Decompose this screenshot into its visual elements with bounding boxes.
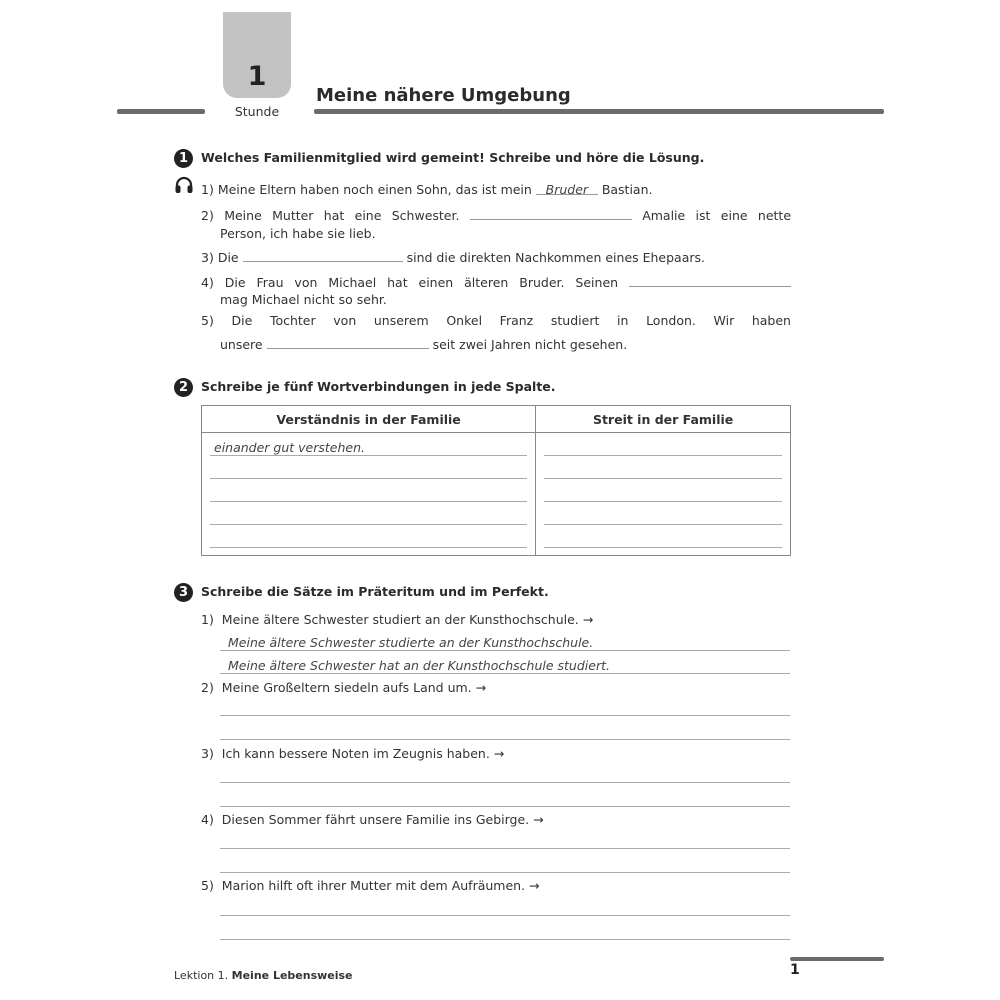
exercise-2-heading bbox=[174, 378, 556, 397]
word-combination-table bbox=[201, 405, 791, 556]
writing-line[interactable] bbox=[220, 715, 790, 716]
column-header: Verständnis in der Familie bbox=[202, 406, 536, 433]
writing-line[interactable] bbox=[220, 782, 790, 783]
footer-lesson-title: Meine Lebensweise bbox=[231, 969, 353, 982]
exercise-1-heading bbox=[174, 149, 704, 168]
ex1-item-4-cont: mag Michael nicht so sehr. bbox=[220, 292, 387, 307]
page-number: 1 bbox=[790, 962, 800, 978]
item-text: Marion hilft oft ihrer Mutter mit dem Aufräumen. → bbox=[221, 878, 540, 893]
headphones-icon[interactable] bbox=[174, 176, 194, 194]
writing-line[interactable] bbox=[220, 939, 790, 940]
writing-line[interactable] bbox=[544, 524, 782, 525]
example-answer: einander gut verstehen. bbox=[214, 440, 365, 455]
answer-field[interactable] bbox=[536, 182, 598, 195]
answer-field[interactable] bbox=[267, 336, 429, 349]
answer-perfekt: Meine ältere Schwester hat an der Kunsthochschule studiert. bbox=[228, 658, 610, 673]
writing-line[interactable] bbox=[220, 848, 790, 849]
ex1-item-2 bbox=[201, 207, 791, 223]
writing-line[interactable] bbox=[210, 478, 527, 479]
answer-field[interactable] bbox=[629, 274, 791, 287]
writing-line[interactable] bbox=[220, 650, 790, 651]
item-number: 5) bbox=[201, 313, 214, 328]
writing-line[interactable] bbox=[544, 455, 782, 456]
writing-line[interactable] bbox=[210, 524, 527, 525]
ex1-item-5 bbox=[201, 313, 791, 328]
exercise-1-instruction: Welches Familienmitglied wird gemeint! Schreibe und höre die Lösung. bbox=[201, 150, 705, 165]
item-number: 2) bbox=[201, 680, 214, 695]
ex3-item-2 bbox=[201, 680, 486, 695]
lesson-label: Stunde bbox=[234, 104, 280, 119]
ex1-item-5-cont bbox=[220, 336, 627, 352]
item-number: 4) bbox=[201, 812, 214, 827]
answer-text: Bruder bbox=[545, 182, 589, 197]
column-header: Streit in der Familie bbox=[536, 406, 791, 433]
item-text: Meine Eltern haben noch einen Sohn, das ist mein bbox=[217, 182, 532, 197]
header-rule-right bbox=[314, 109, 884, 114]
ex1-item-1 bbox=[201, 182, 653, 197]
exercise-3-heading bbox=[174, 583, 549, 602]
item-number: 4) bbox=[201, 275, 214, 290]
item-text: Die Frau von Michael hat einen älteren Bruder. Seinen bbox=[224, 275, 619, 290]
writing-line[interactable] bbox=[220, 806, 790, 807]
item-text: Meine Mutter hat eine Schwester. bbox=[224, 208, 460, 223]
writing-line[interactable] bbox=[544, 547, 782, 548]
ex1-item-3 bbox=[201, 249, 705, 265]
ex3-item-5 bbox=[201, 878, 540, 893]
writing-line[interactable] bbox=[544, 501, 782, 502]
ex3-item-4 bbox=[201, 812, 544, 827]
item-text: Meine ältere Schwester studiert an der Kunsthochschule. → bbox=[221, 612, 594, 627]
ex1-item-4 bbox=[201, 274, 791, 290]
lesson-tab bbox=[223, 12, 291, 98]
ex3-item-1 bbox=[201, 612, 593, 627]
writing-line[interactable] bbox=[544, 478, 782, 479]
item-text: Bastian. bbox=[601, 182, 653, 197]
item-text: sind die direkten Nachkommen eines Ehepaars. bbox=[406, 250, 706, 265]
footer-lesson bbox=[174, 969, 353, 982]
lesson-number: 1 bbox=[247, 61, 267, 92]
writing-line[interactable] bbox=[220, 739, 790, 740]
item-number: 3) bbox=[201, 250, 214, 265]
item-text: Ich kann bessere Noten im Zeugnis haben. → bbox=[221, 746, 505, 761]
item-number: 1) bbox=[201, 182, 214, 197]
item-text: Meine Großeltern siedeln aufs Land um. → bbox=[221, 680, 487, 695]
ex3-item-3 bbox=[201, 746, 504, 761]
item-text: Die bbox=[217, 250, 239, 265]
item-text: Amalie ist eine nette bbox=[642, 208, 792, 223]
writing-line[interactable] bbox=[210, 501, 527, 502]
item-number: 2) bbox=[201, 208, 214, 223]
exercise-2-instruction: Schreibe je fünf Wortverbindungen in jede Spalte. bbox=[201, 379, 556, 394]
item-number: 5) bbox=[201, 878, 214, 893]
exercise-number-badge: 1 bbox=[174, 149, 193, 168]
writing-line[interactable] bbox=[220, 872, 790, 873]
item-text: Die Tochter von unserem Onkel Franz studiert in London. Wir haben bbox=[231, 313, 791, 328]
exercise-number-badge: 3 bbox=[174, 583, 193, 602]
answer-field[interactable] bbox=[470, 207, 632, 220]
exercise-number-badge: 2 bbox=[174, 378, 193, 397]
item-text: seit zwei Jahren nicht gesehen. bbox=[432, 337, 628, 352]
answer-praeteritum: Meine ältere Schwester studierte an der Kunsthochschule. bbox=[228, 635, 594, 650]
writing-line[interactable] bbox=[220, 915, 790, 916]
answer-field[interactable] bbox=[243, 249, 403, 262]
ex1-item-2-cont: Person, ich habe sie lieb. bbox=[220, 226, 376, 241]
footer-lesson-prefix: Lektion 1. bbox=[174, 969, 229, 982]
item-text: unsere bbox=[220, 337, 263, 352]
writing-line[interactable] bbox=[210, 455, 527, 456]
exercise-3-instruction: Schreibe die Sätze im Präteritum und im Perfekt. bbox=[201, 584, 549, 599]
page-title: Meine nähere Umgebung bbox=[316, 85, 571, 106]
writing-line[interactable] bbox=[210, 547, 527, 548]
item-number: 1) bbox=[201, 612, 214, 627]
column-conflict[interactable] bbox=[536, 433, 791, 556]
header-rule-left bbox=[117, 109, 205, 114]
column-understanding[interactable] bbox=[202, 433, 536, 556]
item-number: 3) bbox=[201, 746, 214, 761]
item-text: Diesen Sommer fährt unsere Familie ins Gebirge. → bbox=[221, 812, 544, 827]
writing-line[interactable] bbox=[220, 673, 790, 674]
footer-rule bbox=[790, 957, 884, 961]
